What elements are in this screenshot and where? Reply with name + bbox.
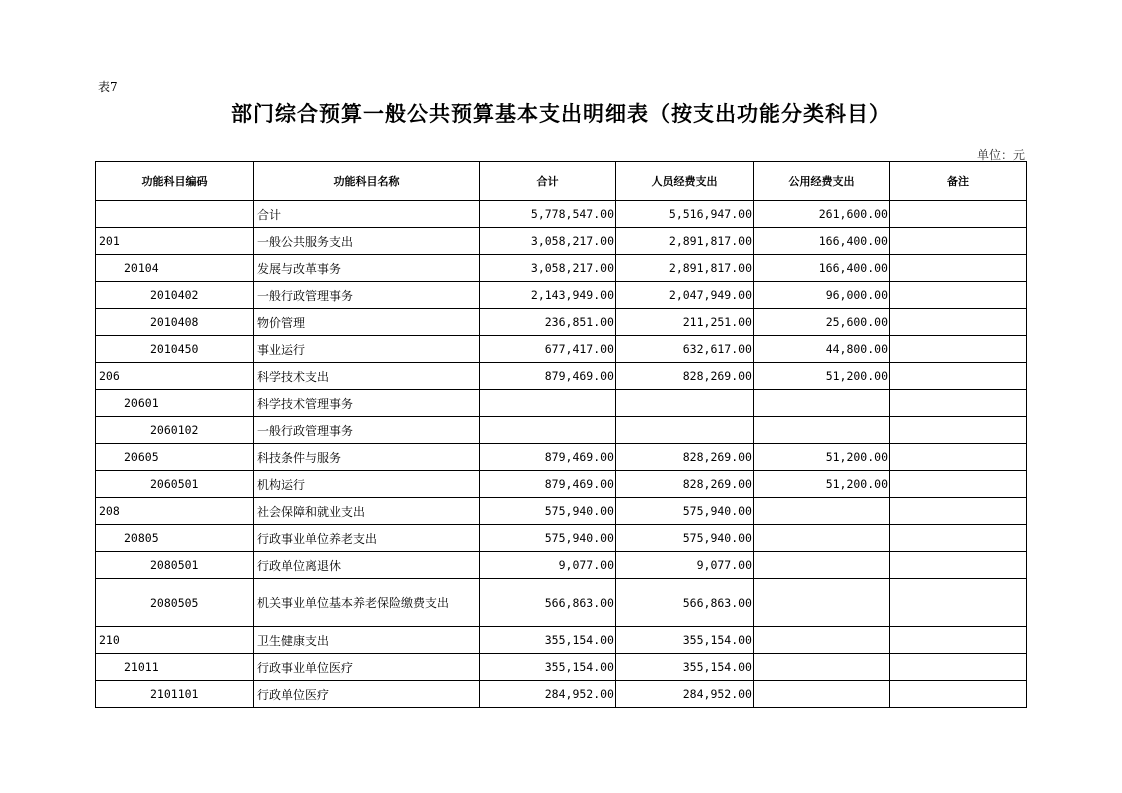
table-row: [96, 417, 1027, 444]
cell-personnel: 355,154.00: [616, 654, 754, 681]
cell-total: 677,417.00: [480, 336, 616, 363]
cell-public: [754, 552, 890, 579]
page-title: 部门综合预算一般公共预算基本支出明细表（按支出功能分类科目）: [231, 102, 891, 126]
cell-name: 事业运行: [254, 336, 480, 363]
cell-note: [890, 282, 1027, 309]
table-row: [96, 228, 1027, 255]
cell-note: [890, 525, 1027, 552]
cell-code: 2080505: [96, 579, 254, 627]
cell-note: [890, 654, 1027, 681]
cell-code: 20605: [96, 444, 254, 471]
cell-note: [890, 444, 1027, 471]
cell-total: 236,851.00: [480, 309, 616, 336]
cell-public: 51,200.00: [754, 363, 890, 390]
cell-total: 3,058,217.00: [480, 228, 616, 255]
cell-total: 879,469.00: [480, 363, 616, 390]
cell-public: 166,400.00: [754, 255, 890, 282]
table-row: [96, 255, 1027, 282]
cell-total: 575,940.00: [480, 525, 616, 552]
cell-personnel: 828,269.00: [616, 471, 754, 498]
cell-note: [890, 309, 1027, 336]
cell-public: 96,000.00: [754, 282, 890, 309]
cell-personnel: 575,940.00: [616, 498, 754, 525]
cell-code: 2060501: [96, 471, 254, 498]
cell-personnel: 211,251.00: [616, 309, 754, 336]
cell-name: 机构运行: [254, 471, 480, 498]
cell-total: 879,469.00: [480, 471, 616, 498]
table-row: [96, 471, 1027, 498]
cell-personnel: [616, 390, 754, 417]
cell-total: 5,778,547.00: [480, 201, 616, 228]
cell-note: [890, 498, 1027, 525]
cell-public: 25,600.00: [754, 309, 890, 336]
cell-total: [480, 417, 616, 444]
table-row: [96, 444, 1027, 471]
cell-name: 科学技术管理事务: [254, 390, 480, 417]
cell-code: 2101101: [96, 681, 254, 708]
cell-note: [890, 228, 1027, 255]
cell-public: 166,400.00: [754, 228, 890, 255]
header-note: 备注: [890, 162, 1027, 201]
cell-code: 210: [96, 627, 254, 654]
cell-name: 行政事业单位养老支出: [254, 525, 480, 552]
table-row: [96, 282, 1027, 309]
cell-public: [754, 498, 890, 525]
cell-public: 261,600.00: [754, 201, 890, 228]
table-row: [96, 525, 1027, 552]
cell-name: 行政单位医疗: [254, 681, 480, 708]
cell-note: [890, 552, 1027, 579]
cell-code: 2080501: [96, 552, 254, 579]
cell-note: [890, 579, 1027, 627]
cell-code: 21011: [96, 654, 254, 681]
cell-personnel: 2,891,817.00: [616, 255, 754, 282]
cell-code: 20104: [96, 255, 254, 282]
cell-personnel: 828,269.00: [616, 444, 754, 471]
table-row: [96, 498, 1027, 525]
cell-public: [754, 579, 890, 627]
cell-note: [890, 363, 1027, 390]
cell-code: 208: [96, 498, 254, 525]
table-row: [96, 552, 1027, 579]
cell-code: 2010402: [96, 282, 254, 309]
cell-code: [96, 201, 254, 228]
cell-note: [890, 255, 1027, 282]
table-row: [96, 390, 1027, 417]
unit-label: 单位：元: [976, 148, 1025, 162]
cell-total: [480, 390, 616, 417]
cell-note: [890, 201, 1027, 228]
table-row: [96, 627, 1027, 654]
cell-name: 物价管理: [254, 309, 480, 336]
cell-public: [754, 681, 890, 708]
cell-name: 机关事业单位基本养老保险缴费支出: [254, 579, 480, 627]
cell-total: 879,469.00: [480, 444, 616, 471]
cell-total: 9,077.00: [480, 552, 616, 579]
cell-code: 201: [96, 228, 254, 255]
cell-total: 2,143,949.00: [480, 282, 616, 309]
header-code: 功能科目编码: [96, 162, 254, 201]
cell-total: 355,154.00: [480, 654, 616, 681]
cell-personnel: [616, 417, 754, 444]
cell-personnel: 284,952.00: [616, 681, 754, 708]
cell-code: 20805: [96, 525, 254, 552]
cell-name: 社会保障和就业支出: [254, 498, 480, 525]
cell-personnel: 9,077.00: [616, 552, 754, 579]
cell-code: 2060102: [96, 417, 254, 444]
table-row: [96, 363, 1027, 390]
table-row: [96, 309, 1027, 336]
cell-note: [890, 471, 1027, 498]
cell-name: 卫生健康支出: [254, 627, 480, 654]
table-row: [96, 654, 1027, 681]
cell-name: 行政事业单位医疗: [254, 654, 480, 681]
cell-public: 51,200.00: [754, 471, 890, 498]
cell-name: 一般行政管理事务: [254, 282, 480, 309]
table-header-row: [96, 162, 1027, 201]
cell-name: 合计: [254, 201, 480, 228]
table-row: [96, 579, 1027, 627]
cell-name: 一般行政管理事务: [254, 417, 480, 444]
header-name: 功能科目名称: [254, 162, 480, 201]
cell-total: 284,952.00: [480, 681, 616, 708]
cell-public: [754, 627, 890, 654]
table-row: [96, 681, 1027, 708]
table-row: [96, 336, 1027, 363]
cell-personnel: 575,940.00: [616, 525, 754, 552]
cell-personnel: 2,891,817.00: [616, 228, 754, 255]
cell-name: 科学技术支出: [254, 363, 480, 390]
cell-public: 44,800.00: [754, 336, 890, 363]
cell-total: 575,940.00: [480, 498, 616, 525]
table-number: 表7: [98, 80, 118, 94]
cell-total: 566,863.00: [480, 579, 616, 627]
cell-total: 3,058,217.00: [480, 255, 616, 282]
cell-personnel: 632,617.00: [616, 336, 754, 363]
cell-personnel: 828,269.00: [616, 363, 754, 390]
cell-name: 行政单位离退休: [254, 552, 480, 579]
cell-name: 发展与改革事务: [254, 255, 480, 282]
cell-public: 51,200.00: [754, 444, 890, 471]
cell-total: 355,154.00: [480, 627, 616, 654]
cell-note: [890, 390, 1027, 417]
cell-note: [890, 681, 1027, 708]
cell-note: [890, 417, 1027, 444]
header-personnel: 人员经费支出: [616, 162, 754, 201]
cell-name: 一般公共服务支出: [254, 228, 480, 255]
header-public: 公用经费支出: [754, 162, 890, 201]
cell-name: 科技条件与服务: [254, 444, 480, 471]
cell-note: [890, 336, 1027, 363]
cell-personnel: 566,863.00: [616, 579, 754, 627]
cell-code: 2010450: [96, 336, 254, 363]
cell-personnel: 355,154.00: [616, 627, 754, 654]
cell-personnel: 2,047,949.00: [616, 282, 754, 309]
header-total: 合计: [480, 162, 616, 201]
cell-note: [890, 627, 1027, 654]
cell-public: [754, 654, 890, 681]
cell-public: [754, 525, 890, 552]
cell-personnel: 5,516,947.00: [616, 201, 754, 228]
cell-code: 20601: [96, 390, 254, 417]
table-row: [96, 201, 1027, 228]
cell-public: [754, 390, 890, 417]
cell-code: 206: [96, 363, 254, 390]
cell-code: 2010408: [96, 309, 254, 336]
cell-public: [754, 417, 890, 444]
budget-table: [95, 161, 1027, 708]
